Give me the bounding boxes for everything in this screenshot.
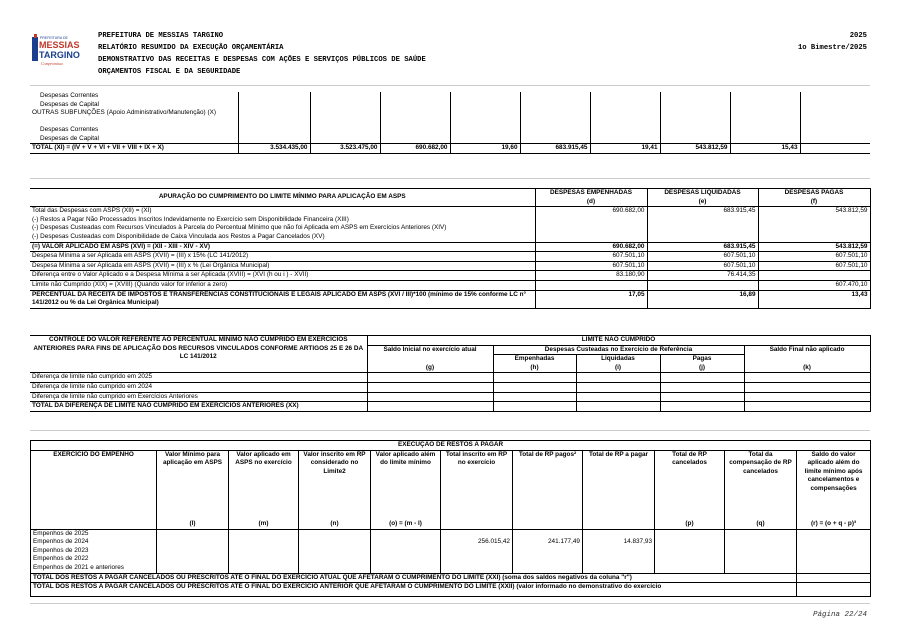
col-header: Empenhadas [493,355,576,364]
logo-top-text: PREFEITURA DE [40,36,68,40]
table-cell [367,402,493,412]
row-label: Diferença de limite não cumprido em 2025 [30,373,367,383]
table-cell [797,529,871,538]
table-cell [797,564,871,573]
table-cell [520,109,590,126]
percent-row [30,290,870,308]
value-d [535,216,647,225]
table-row [30,135,870,144]
table-cell [367,373,493,383]
total-row [30,144,870,154]
table-cell [493,402,576,412]
total-value: 690.682,00 [380,144,450,154]
total-row [31,573,871,583]
table-cell [520,92,590,101]
table-cell [660,126,730,135]
value-f: 607.501,10 [758,252,870,262]
table-cell [655,538,725,547]
table-cell [660,382,744,392]
table-cell [660,92,730,101]
row-label: Diferença de limite não cumprido em 2024 [30,382,367,392]
header-line-4: ORÇAMENTOS FISCAL E DA SEGURIDADE [98,68,241,76]
table-cell [576,402,660,412]
table-cell [450,126,520,135]
table-cell [157,564,229,573]
header-period: 1o Bimestre/2025 [797,44,867,52]
total-label: TOTAL DOS RESTOS A PAGAR CANCELADOS OU PRESCRITOS ATÉ O FINAL DO EXERCÍCIO ATUAL QUE AFETARAM O CUMPRIMENTO DO LIMITE (XXI) (soma dos saldos negativos da coluna "r") [31,573,797,583]
table-cell [493,382,576,392]
table-row [30,126,870,135]
table-row [30,280,870,290]
table-row [30,216,870,225]
value-d: 17,05 [535,290,647,308]
value-e: 607.501,10 [647,261,758,271]
row-label: PERCENTUAL DA RECEITA DE IMPOSTOS E TRANSFERÊNCIAS CONSTITUCIONAIS E LEGAIS APLICADO EM ASPS (XVI / III)*100 (mínimo de 15% conforme LC n° 141/2012 ou % da Lei Orgânica Municipal) [30,290,535,308]
col-code [31,520,157,529]
col-code: (h) [493,364,576,373]
table-header-row [31,450,871,520]
unfulfilled-limit-table [30,335,871,412]
total-inscrito [441,529,513,538]
table-cell [450,92,520,101]
municipality-logo [32,33,80,71]
table-cell [310,101,380,110]
table-cell [655,529,725,538]
total-inscrito [441,564,513,573]
table-cell [730,135,800,144]
table-cell [660,135,730,144]
value-d [535,233,647,242]
total-inscrito: 256.015,42 [441,538,513,547]
table-cell [229,555,299,564]
table-row [30,373,870,383]
table-cell [310,135,380,144]
table-row [30,382,870,392]
col-code [583,520,655,529]
subfunctions-table [30,92,870,154]
divider [30,85,870,86]
col-header: Total de RP a pagar [583,450,655,520]
logo-name-2: TARGINO [39,50,80,60]
total-value: 543.812,59 [660,144,730,154]
row-label: Despesas de Capital [40,100,99,108]
total-inscrito [441,555,513,564]
table-cell [660,101,730,110]
total-row [30,402,870,412]
table-header-row [31,441,871,451]
table-cell [725,547,797,556]
table-header-row [31,520,871,529]
table-row [31,547,871,556]
rp-pagos [513,529,583,538]
total-value: 19,60 [450,144,520,154]
table-cell [590,101,660,110]
table-cell [371,555,441,564]
table-cell [380,101,450,110]
value-e [647,233,758,242]
value-e [647,224,758,233]
table-cell [797,583,871,597]
section-title: APURAÇÃO DO CUMPRIMENTO DO LIMITE MÍNIMO PARA APLICAÇÃO EM ASPS [30,189,535,207]
total-value: 683.915,45 [520,144,590,154]
rp-a-pagar [583,529,655,538]
table-cell [229,547,299,556]
table-row [31,538,871,547]
rp-pagos [513,555,583,564]
table-cell [520,135,590,144]
row-label: Limite não Cumprido (XIX) = (XVIII) (Quando valor for inferior a zero) [30,280,535,290]
table-cell [655,547,725,556]
col-header: Despesas Custeadas no Exercício de Referência [493,345,744,355]
value-d: 83.180,90 [535,271,647,281]
table-cell [450,109,520,126]
table-header-row [30,189,870,198]
total-value [800,144,870,154]
table-cell [660,402,744,412]
section-title: EXECUÇÃO DE RESTOS A PAGAR [31,441,871,451]
col-code: (l) [157,520,229,529]
table-cell [797,555,871,564]
col-code: (i) [576,364,660,373]
table-cell [380,92,450,101]
table-row [30,224,870,233]
table-cell [299,529,371,538]
table-cell [655,555,725,564]
table-cell [800,135,870,144]
table-cell [576,373,660,383]
rp-a-pagar [583,555,655,564]
table-cell [797,547,871,556]
table-cell [380,126,450,135]
col-code: (n) [299,520,371,529]
total-label: TOTAL (XI) = (IV + V + VI + VII + VIII + IX + X) [30,144,238,154]
row-label: OUTRAS SUBFUNÇÕES (Apoio Administrativo/Manutenção) (X) [32,109,216,117]
value-e: 16,89 [647,290,758,308]
rp-pagos: 241.177,49 [513,538,583,547]
report-header [0,0,900,80]
col-header: EXERCÍCIO DO EMPENHO [31,450,157,520]
table-cell [493,373,576,383]
table-cell [157,529,229,538]
row-label: Despesa Mínima a ser Aplicada em ASPS (XVII) = (III) x 15% (LC 141/2012) [30,252,535,262]
logo-name-1: MESSIAS [39,40,80,50]
value-e: 76.414,35 [647,271,758,281]
header-year: 2025 [849,32,867,40]
col-header: Saldo Final não aplicado [744,345,870,364]
total-inscrito [441,547,513,556]
col-header: Total de RP pagos² [513,450,583,520]
value-e: 683.915,45 [647,207,758,216]
table-cell [730,92,800,101]
table-cell [299,538,371,547]
row-label: Empenhos de 2021 e anteriores [31,564,157,573]
col-code: (o) = (m - l) [371,520,441,529]
table-row [30,207,870,216]
col-header: Total inscrito em RP no exercício [441,450,513,520]
minimum-limit-table [30,188,871,309]
total-label: TOTAL DA DIFERENÇA DE LIMITE NÃO CUMPRIDO EM EXERCÍCIOS ANTERIORES (XX) [30,402,367,412]
table-cell [800,126,870,135]
table-cell [730,109,800,126]
col-header: Valor Mínimo para aplicação em ASPS [157,450,229,520]
table-cell [450,135,520,144]
table-cell [299,547,371,556]
col-code: (q) [725,520,797,529]
table-cell [744,402,870,412]
table-cell [655,564,725,573]
table-row [30,252,870,262]
table-cell [367,392,493,402]
divider [30,178,870,179]
table-row [30,101,870,110]
rp-pagos [513,564,583,573]
table-cell [229,564,299,573]
table-cell [660,392,744,402]
rp-a-pagar [583,564,655,573]
col-header: DESPESAS PAGAS [758,189,870,198]
value-f: 607.470,10 [758,280,870,290]
table-cell [310,109,380,126]
total-value: 3.534.435,00 [238,144,310,154]
col-header: DESPESAS EMPENHADAS [535,189,647,198]
rp-pagos [513,547,583,556]
value-d: 690.682,00 [535,207,647,216]
table-cell [238,126,310,135]
table-cell [590,92,660,101]
table-cell [450,101,520,110]
total-label: TOTAL DOS RESTOS A PAGAR CANCELADOS OU PRESCRITOS ATÉ O FINAL DO EXERCÍCIO ANTERIOR QUE AFETARAM O CUMPRIMENTO DO LIMITE (XXII) (valor informado no demonstrativo do exercício [31,583,797,597]
row-label: Empenhos de 2023 [31,547,157,556]
table-cell [797,538,871,547]
value-f: 543.812,59 [758,207,870,216]
col-header: Valor aplicado além do limite mínimo [371,450,441,520]
row-label: Diferença entre o Valor Aplicado e a Despesa Mínima a ser Aplicada (XVIII) = (XVI (h ou i ) - XVII) [30,271,535,281]
table-cell [520,101,590,110]
table-cell [725,564,797,573]
table-row [30,242,870,252]
row-label: Total das Despesas com ASPS (XII) = (XI) [32,207,152,215]
total-value: 19,41 [590,144,660,154]
table-cell [590,126,660,135]
value-f: 607.501,10 [758,261,870,271]
col-code [441,520,513,529]
table-cell [380,135,450,144]
total-row [31,583,871,597]
table-cell [797,573,871,583]
table-cell [576,382,660,392]
value-f [758,224,870,233]
row-label: Empenhos de 2024 [31,538,157,547]
row-label: (=) VALOR APLICADO EM ASPS (XVI) = (XII - XIII - XIV - XV) [30,242,535,252]
table-row [30,392,870,402]
header-line-1: PREFEITURA DE MESSIAS TARGINO [98,32,224,40]
row-label: Despesa Mínima a ser Aplicada em ASPS (XVII) = (III) x % (Lei Orgânica Municipal) [30,261,535,271]
col-header: DESPESAS LIQUIDADAS [647,189,758,198]
col-code: (p) [655,520,725,529]
value-f: 13,43 [758,290,870,308]
table-cell [730,126,800,135]
table-cell [299,555,371,564]
table-cell [744,382,870,392]
table-row [31,555,871,564]
col-code: (e) [647,198,758,207]
table-cell [493,392,576,402]
value-d [535,224,647,233]
value-f [758,216,870,225]
logo-slogan: Compromisso [41,61,64,66]
table-cell [730,101,800,110]
col-code: (r) = (o + q - p)³ [797,520,871,529]
table-cell [725,538,797,547]
section-title: CONTROLE DO VALOR REFERENTE AO PERCENTUAL MÍNIMO NÃO CUMPRIDO EM EXERCÍCIOS ANTERIORES PARA FINS DE APLICAÇÃO DOS RECURSOS VINCULADOS CONFORME ARTIGOS 25 E 26 DA LC 141/2012 [30,336,367,373]
header-line-2: RELATÓRIO RESUMIDO DA EXECUÇÃO ORÇAMENTÁRIA [98,44,284,52]
table-cell [157,538,229,547]
divider [30,603,870,604]
value-d: 607.501,10 [535,252,647,262]
col-code: (d) [535,198,647,207]
value-e [647,216,758,225]
table-cell [660,109,730,126]
divider [30,430,870,431]
col-header: Total de RP cancelados [655,450,725,520]
col-header: Saldo do valor aplicado além do limite mínimo após cancelamentos e compensações [797,450,871,520]
table-header-row [30,336,870,346]
table-cell [299,564,371,573]
table-cell [238,101,310,110]
row-label: (-) Restos a Pagar Não Processados Inscritos Indevidamente no Exercício sem Disponibilidade Financeira (XIII) [32,215,349,223]
value-e: 607.501,10 [647,252,758,262]
table-cell [371,547,441,556]
table-cell [310,126,380,135]
page-number: Página 22/24 [812,611,867,619]
value-f [758,233,870,242]
table-cell [725,555,797,564]
table-cell [238,92,310,101]
value-e: 683.915,45 [647,242,758,252]
col-header: Valor inscrito em RP considerado no Limite2 [299,450,371,520]
col-code: (m) [229,520,299,529]
row-label: Empenhos de 2025 [31,529,157,538]
table-cell [367,382,493,392]
row-label: Diferença de limite não cumprido em Exercícios Anteriores [30,392,367,402]
total-value: 15,43 [730,144,800,154]
col-header: Saldo Inicial no exercício atual [367,345,493,364]
restos-a-pagar-table [30,440,871,597]
table-row [30,109,870,126]
value-f [758,271,870,281]
rp-a-pagar [583,547,655,556]
table-row [31,564,871,573]
rp-a-pagar: 14.837,93 [583,538,655,547]
table-cell [744,373,870,383]
table-cell [229,538,299,547]
table-cell [590,135,660,144]
value-f: 543.812,59 [758,242,870,252]
col-header: Valor aplicado em ASPS no exercício [229,450,299,520]
table-cell [590,109,660,126]
value-d [535,280,647,290]
limit-title: LIMITE NÃO CUMPRIDO [367,336,870,346]
col-header: Liquidadas [576,355,660,364]
col-code: (k) [744,364,870,373]
table-cell [576,392,660,402]
table-cell [371,538,441,547]
col-code: (g) [367,364,493,373]
table-row [30,233,870,242]
table-cell [800,109,870,126]
col-code: (j) [660,364,744,373]
table-cell [800,92,870,101]
row-label: Despesas Correntes [40,126,99,134]
row-label: (-) Despesas Custeadas com Recursos Vinculados à Parcela do Percentual Mínimo que não foi Aplicada em ASPS em Exercícios Anteriores (XIV) [32,224,447,232]
table-cell [238,109,310,126]
table-row [31,529,871,538]
header-line-3: DEMONSTRATIVO DAS RECEITAS E DESPESAS COM AÇÕES E SERVIÇOS PÚBLICOS DE SAÚDE [98,56,426,64]
row-label: (-) Despesas Custeadas com Disponibilidade de Caixa Vinculada aos Restos a Pagar Cancelados (XV) [32,232,325,240]
table-cell [157,555,229,564]
table-cell [310,92,380,101]
value-d: 690.682,00 [535,242,647,252]
col-code [513,520,583,529]
total-value: 3.523.475,00 [310,144,380,154]
table-cell [371,564,441,573]
table-cell [520,126,590,135]
table-cell [371,529,441,538]
table-cell [725,529,797,538]
table-cell [800,101,870,110]
row-label: Empenhos de 2022 [31,555,157,564]
table-row [30,261,870,271]
table-cell [238,135,310,144]
table-cell [157,547,229,556]
col-code: (f) [758,198,870,207]
table-row [30,92,870,101]
table-cell [229,529,299,538]
table-cell [380,109,450,126]
value-e [647,280,758,290]
row-label: Despesas de Capital [40,134,99,142]
row-label: Despesas Correntes [40,92,99,99]
col-header: Pagas [660,355,744,364]
col-header: Total da compensação de RP cancelados [725,450,797,520]
table-cell [744,392,870,402]
table-row [30,271,870,281]
value-d: 607.501,10 [535,261,647,271]
table-cell [660,373,744,383]
